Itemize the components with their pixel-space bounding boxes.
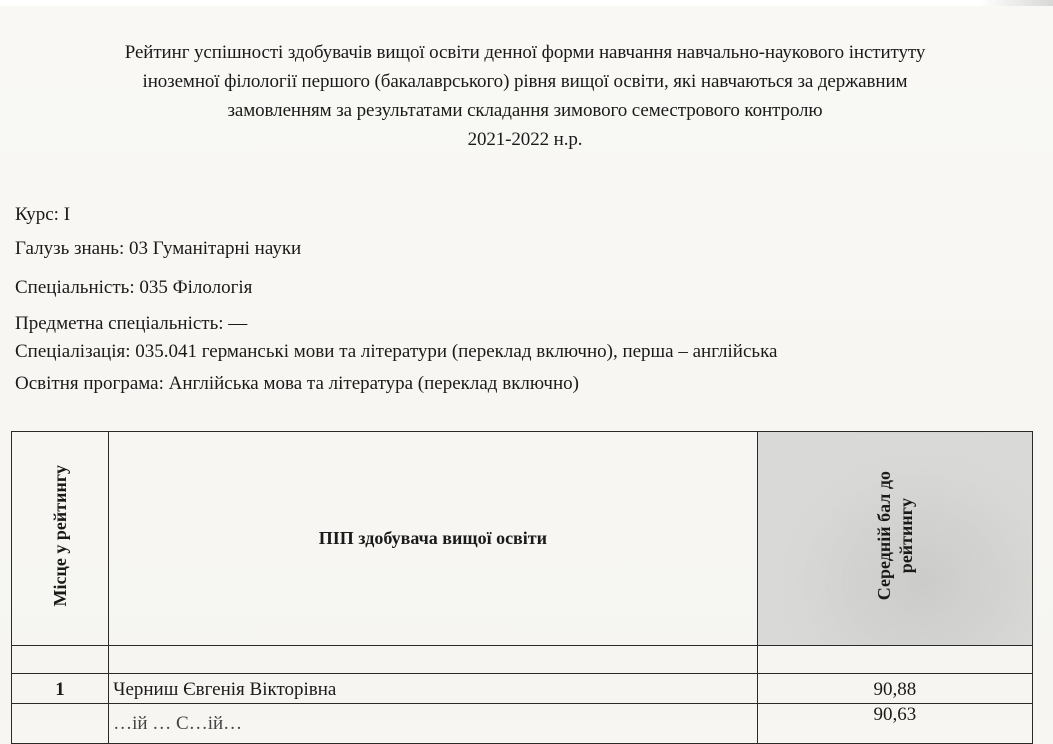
- title-line-4: 2021-2022 н.р.: [467, 129, 583, 150]
- table-empty-row: [12, 646, 1033, 674]
- rating-table: [11, 431, 1033, 744]
- header-score-line-1: Середній бал до: [873, 470, 894, 601]
- title-line-3: замовленням за результатами складання зимового семестрового контролю: [227, 100, 823, 121]
- header-place-label: Місце у рейтингу: [50, 464, 71, 607]
- meta-field: Галузь знань: 03 Гуманітарні науки: [15, 238, 302, 259]
- row-place: [12, 704, 109, 744]
- meta-course: Курс: І: [15, 204, 71, 225]
- table-header-row: [12, 432, 1033, 646]
- meta-subject-specialty: Предметна спеціальність: —: [15, 313, 248, 334]
- row-place: 1: [12, 674, 109, 704]
- header-place: [12, 432, 109, 646]
- title-line-2: іноземної філології першого (бакалаврського) рівня вищої освіти, які навчаються за державним: [142, 71, 908, 92]
- table-row: [12, 674, 1033, 704]
- row-name-cell: [109, 704, 758, 744]
- meta-specialization: Спеціалізація: 035.041 германські мови та літератури (переклад включно), перша – англійська: [15, 341, 778, 362]
- row-name: …ій … С…ій…: [113, 712, 243, 734]
- header-score-label: [873, 471, 917, 600]
- empty-cell: [109, 646, 758, 674]
- meta-specialty: Спеціальність: 035 Філологія: [15, 277, 253, 298]
- header-score-line-2: рейтингу: [895, 497, 916, 574]
- title-line-1: Рейтинг успішності здобувачів вищої освіти денної форми навчання навчально-наукового інституту: [124, 42, 926, 63]
- row-score-cell: [757, 704, 1032, 744]
- row-score: 90,88: [757, 674, 1032, 704]
- table-row-partial: [12, 704, 1033, 744]
- scan-edge: [0, 0, 1053, 6]
- header-name-label: ПІП здобувача вищої освіти: [318, 528, 547, 548]
- header-name: [109, 432, 758, 646]
- empty-cell: [757, 646, 1032, 674]
- row-score: 90,63: [873, 704, 917, 725]
- document-title: [10, 38, 1040, 154]
- meta-program: Освітня програма: Англійська мова та література (переклад включно): [15, 373, 579, 394]
- header-score: [757, 432, 1032, 646]
- empty-cell: [12, 646, 109, 674]
- row-name: Черниш Євгенія Вікторівна: [109, 674, 758, 704]
